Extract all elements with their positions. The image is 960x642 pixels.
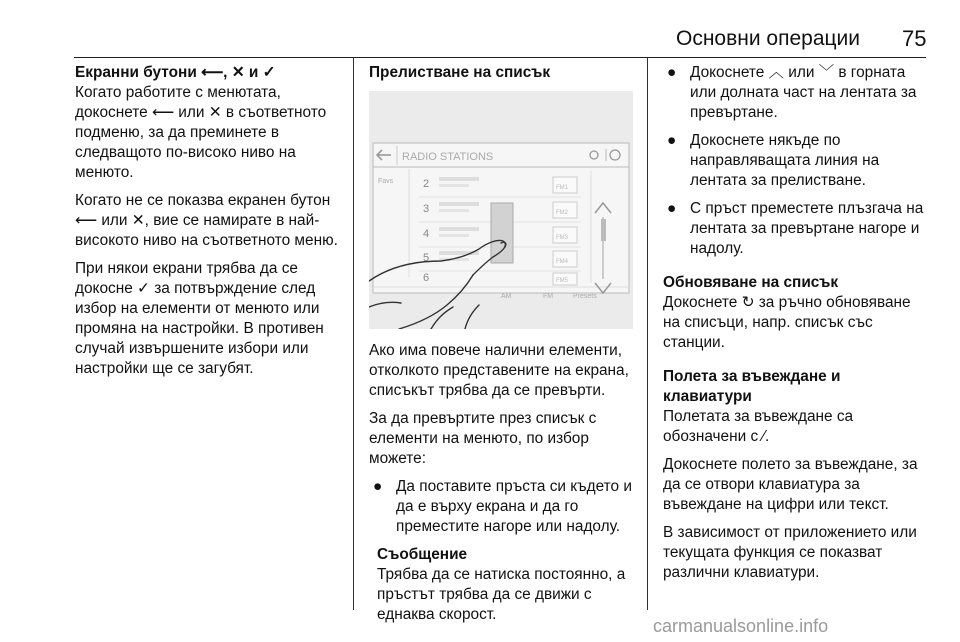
section-heading-screen-buttons: Екранни бутони ⟵, ✕ и ✓ [75,64,276,81]
note-text: Трябва да се натиска постоянно, а пръстът трябва да се движи с еднаква скорост. [377,566,626,623]
svg-text:4: 4 [423,228,430,240]
section-heading-input-fields: Полета за въвеждане и клавиатури [663,368,841,405]
page-number: 75 [902,26,927,51]
paragraph: Ако има повече налични елементи, отколкото представените на екрана, списъкът трябва да се превърти. [369,342,629,399]
paragraph: В зависимост от приложението или текущата функция се показват различни клавиатури. [663,524,917,581]
svg-text:6: 6 [423,272,430,284]
touched-item-highlight [491,203,513,263]
column-1 [75,63,347,387]
note-block [369,545,633,625]
bullet-list [663,63,928,259]
section-heading-list-scrolling: Прелистване на списък [369,64,551,81]
paragraph: За да превъртите през списък с елементи на менюто, по избор можете: [369,410,597,467]
paragraph: Докоснете полето за въвеждане, за да се отвори клавиатура за въвеждане на цифри или текст. [663,456,918,513]
svg-text:FM1: FM1 [556,185,568,191]
watermark: carmanualsonline.info [653,616,829,636]
svg-text:FM5: FM5 [556,278,568,284]
svg-text:2: 2 [423,178,430,190]
paragraph: Когато работите с менютата, докоснете ⟵ или ✕ в съответното подменю, за да преминете в следващото по-високо ниво на менюто. [75,84,327,181]
bullet-icon: ● [667,132,677,149]
bullet-list [369,477,633,537]
bottom-item-fm: FM [543,293,554,300]
note-heading: Съобщение [377,546,468,563]
svg-text:5: 5 [423,252,430,264]
header-rule [74,57,926,58]
column-divider-1 [353,58,354,610]
paragraph: При някои екрани трябва да се докосне ✓ за потвърждение след избор на елементи от менюто или промяна на настройки. В противен случай извършените избори или настройки ще се загубят. [75,260,324,377]
bullet-icon: ● [667,64,677,81]
paragraph: Полетата за въвеждане са обозначени с ⁄. [663,408,854,445]
list-item [663,199,928,259]
bottom-item-presets: Presets [573,293,597,300]
bullet-icon: ● [373,478,383,495]
section-heading-list-update: Обновяване на списък [663,274,839,291]
scrolling-illustration-svg [369,91,633,329]
column-divider-2 [647,58,648,610]
svg-text:FM4: FM4 [556,259,568,265]
page-header-title: Основни операции [676,27,861,50]
list-item-text: Докоснете някъде по направляващата линия на лентата за прелистване. [690,132,880,189]
scrolling-illustration [369,91,633,329]
column-3 [663,63,928,591]
svg-text:FM2: FM2 [556,210,568,216]
list-item-text: Докоснете ︿ или ﹀ в горната или долната част на лентата за превъртане. [690,64,917,121]
scrollbar-thumb [601,219,606,241]
list-item-text: С пръст преместете плъзгача на лентата за превъртане нагоре и надолу. [690,200,924,257]
list-item [369,477,633,537]
screen-title: RADIO STATIONS [402,151,494,163]
list-item-text: Да поставите пръста си където и да е върху екрана и да го преместите нагоре или надолу. [396,478,632,535]
svg-text:3: 3 [423,203,430,215]
bottom-item-am: AM [501,293,512,300]
list-item [663,131,928,191]
bullet-icon: ● [667,200,677,217]
list-item [663,63,928,123]
side-label: Favs [378,178,394,185]
svg-text:FM3: FM3 [556,235,568,241]
column-2 [369,63,633,625]
paragraph: Когато не се показва екранен бутон ⟵ или ✕, вие се намирате в най-високото ниво на съответното меню. [75,192,338,249]
paragraph: Докоснете ↻ за ръчно обновяване на списъци, напр. списък със станции. [663,294,911,351]
